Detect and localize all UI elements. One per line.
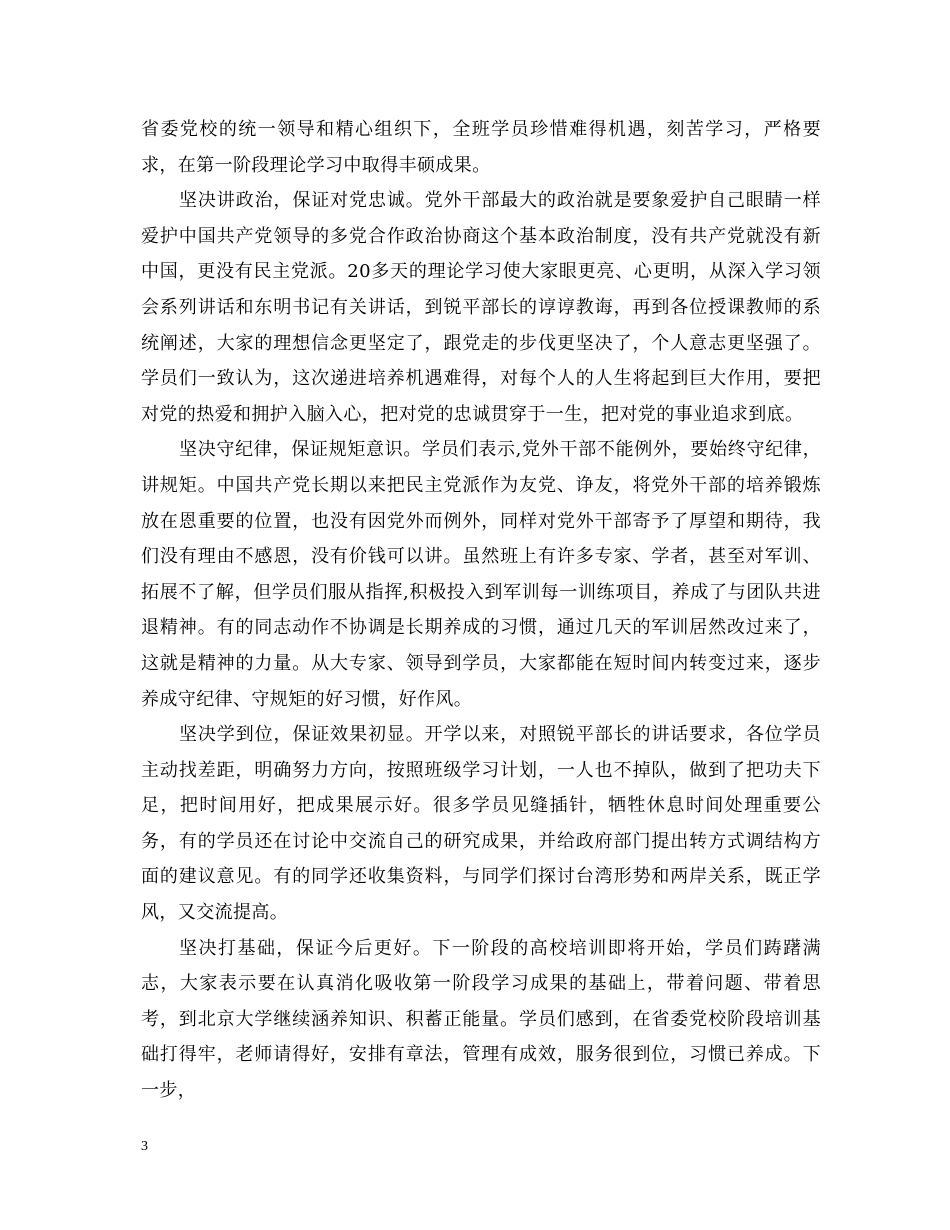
paragraph-politics: 坚决讲政治，保证对党忠诚。党外干部最大的政治就是要象爱护自己眼睛一样爱护中国共产党领导的多党合作政治协商这个基本政治制度，没有共产党就没有新中国，更没有民主党派。20多天的理论学习使大家眼更亮、心更明，从深入学习领会系列讲话和东明书记有关讲话，到锐平部长的谆谆教诲，再到各位授课教师的系统阐述，大家的理想信念更坚定了，跟党走的步伐更坚决了，个人意志更坚强了。学员们一致认为，这次递进培养机遇难得，对每个人的人生将起到巨大作用，要把对党的热爱和拥护入脑入心，把对党的忠诚贯穿于一生，把对党的事业追求到底。 bbox=[141, 190, 821, 425]
paragraph-learning: 坚决学到位，保证效果初显。开学以来，对照锐平部长的讲话要求，各位学员主动找差距，明确努力方向，按照班级学习计划，一人也不掉队，做到了把功夫下足，把时间用好，把成果展示好。很多学员见缝插针，牺牲休息时间处理重要公务，有的学员还在讨论中交流自己的研究成果，并给政府部门提出转方式调结构方面的建议意见。有的同学还收集资料，与同学们探讨台湾形势和两岸关系，既正学风，又交流提高。 bbox=[141, 724, 821, 924]
paragraph-intro-continued: 省委党校的统一领导和精心组织下，全班学员珍惜难得机遇，刻苦学习，严格要求，在第一阶段理论学习中取得丰硕成果。 bbox=[141, 119, 821, 176]
paragraph-foundation: 坚决打基础，保证今后更好。下一阶段的高校培训即将开始，学员们踌躇满志，大家表示要在认真消化吸收第一阶段学习成果的基础上，带着问题、带着思考，到北京大学继续涵养知识、积蓄正能量。学员们感到，在省委党校阶段培训基础打得牢，老师请得好，安排有章法，管理有成效，服务很到位，习惯已养成。下一步， bbox=[141, 937, 821, 1102]
paragraph-discipline: 坚决守纪律，保证规矩意识。学员们表示,党外干部不能例外，要始终守纪律，讲规矩。中国共产党长期以来把民主党派作为友党、诤友，将党外干部的培养锻炼放在恩重要的位置，也没有因党外而例外，同样对党外干部寄予了厚望和期待，我们没有理由不感恩，没有价钱可以讲。虽然班上有许多专家、学者，甚至对军训、拓展不了解，但学员们服从指挥,积极投入到军训每一训练项目，养成了与团队共进退精神。有的同志动作不协调是长期养成的习惯，通过几天的军训居然改过来了，这就是精神的力量。从大专家、领导到学员，大家都能在短时间内转变过来，逐步养成守纪律、守规矩的好习惯，好作风。 bbox=[141, 439, 821, 710]
document-body bbox=[141, 112, 821, 1109]
page-number: 3 bbox=[141, 1139, 148, 1154]
